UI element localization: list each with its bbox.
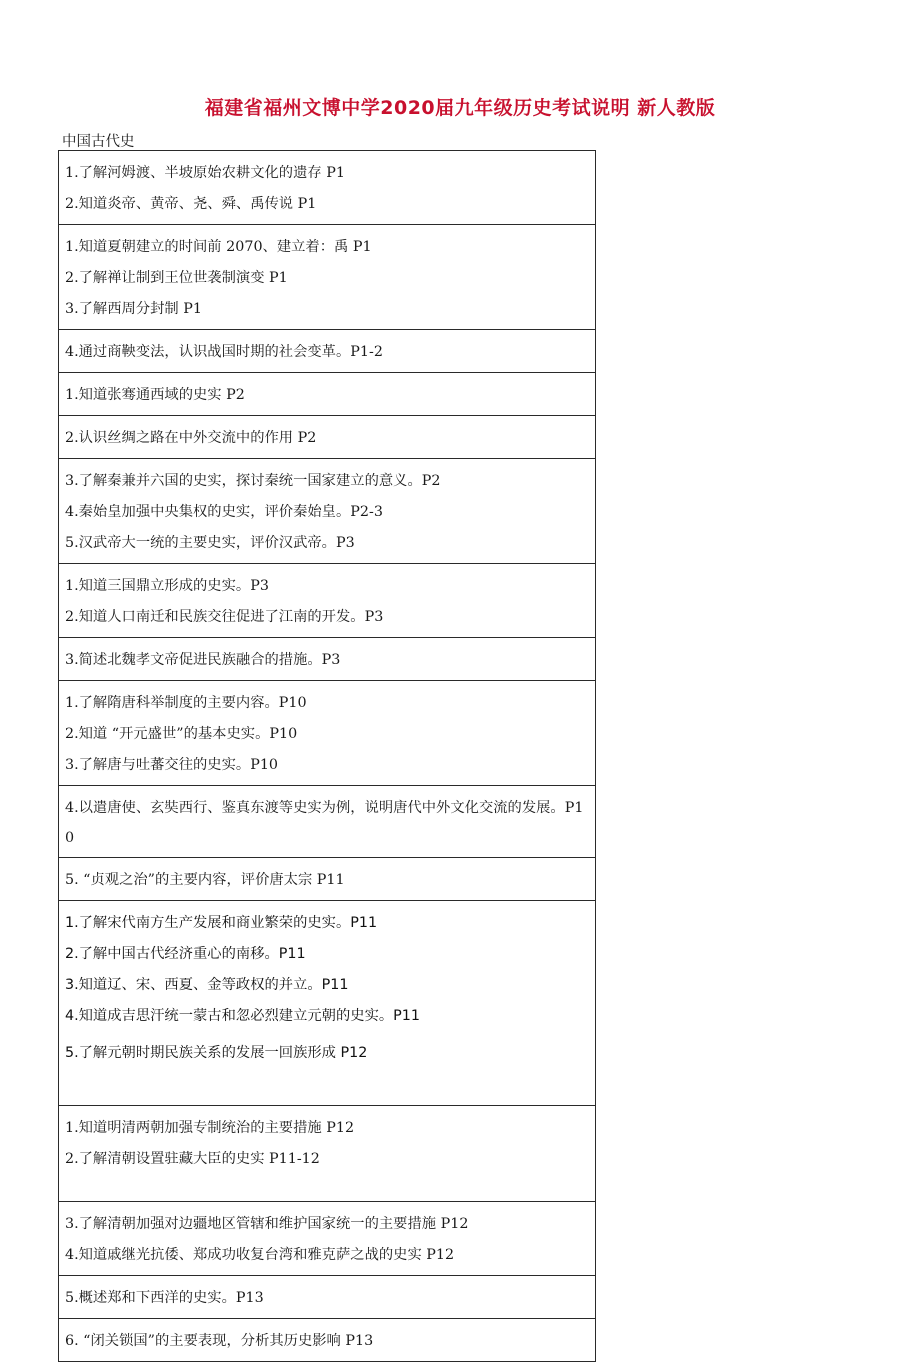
table-row <box>59 681 596 786</box>
table-cell <box>59 330 596 373</box>
outline-item: 2.知道炎帝、黄帝、尧、舜、禹传说 P1 <box>65 196 317 212</box>
table-row <box>59 638 596 681</box>
table-cell <box>59 416 596 459</box>
outline-item: 1.知道张骞通西域的史实 P2 <box>65 387 245 403</box>
table-row <box>59 151 596 225</box>
table-cell <box>59 786 596 858</box>
table-row <box>59 330 596 373</box>
outline-item: 4.知道戚继光抗倭、郑成功收复台湾和雅克萨之战的史实 P12 <box>65 1247 455 1263</box>
outline-item: 2.了解清朝设置驻藏大臣的史实 P11-12 <box>65 1151 320 1167</box>
outline-table-body <box>59 151 596 1362</box>
outline-item: 4.以遣唐使、玄奘西行、鉴真东渡等史实为例，说明唐代中外文化交流的发展。P10 <box>65 800 584 846</box>
table-cell <box>59 1106 596 1202</box>
outline-item: 5.了解元朝时期民族关系的发展一回族形成 P12 <box>65 1045 368 1061</box>
table-row <box>59 901 596 1106</box>
outline-item: 3.了解清朝加强对边疆地区管辖和维护国家统一的主要措施 P12 <box>65 1216 469 1232</box>
outline-item: 1.知道夏朝建立的时间前 2070、建立着：禹 P1 <box>65 239 372 255</box>
table-cell <box>59 1276 596 1319</box>
table-row <box>59 564 596 638</box>
section-label: 中国古代史 <box>62 134 135 150</box>
outline-item: 4.通过商鞅变法，认识战国时期的社会变革。P1-2 <box>65 344 383 360</box>
outline-item: 3.了解西周分封制 P1 <box>65 301 202 317</box>
table-row <box>59 1276 596 1319</box>
outline-item: 2.了解禅让制到王位世袭制演变 P1 <box>65 270 288 286</box>
table-cell <box>59 858 596 901</box>
outline-item: 4.知道成吉思汗统一蒙古和忽必烈建立元朝的史实。P11 <box>65 1008 420 1024</box>
outline-table <box>58 150 596 1362</box>
outline-item: 3.简述北魏孝文帝促进民族融合的措施。P3 <box>65 652 341 668</box>
table-cell <box>59 901 596 1106</box>
outline-item: 1.了解隋唐科举制度的主要内容。P10 <box>65 695 307 711</box>
outline-item: 3.了解秦兼并六国的史实，探讨秦统一国家建立的意义。P2 <box>65 473 441 489</box>
table-row <box>59 858 596 901</box>
outline-item: 2.认识丝绸之路在中外交流中的作用 P2 <box>65 430 317 446</box>
table-cell <box>59 564 596 638</box>
table-row <box>59 416 596 459</box>
table-row <box>59 459 596 564</box>
table-cell <box>59 1319 596 1362</box>
outline-item: 1.知道三国鼎立形成的史实。P3 <box>65 578 269 594</box>
table-cell <box>59 151 596 225</box>
outline-item: 1.知道明清两朝加强专制统治的主要措施 P12 <box>65 1120 355 1136</box>
table-cell <box>59 1202 596 1276</box>
outline-item: 2.知道 “开元盛世”的基本史实。P10 <box>65 726 298 742</box>
outline-item: 5.概述郑和下西洋的史实。P13 <box>65 1290 264 1306</box>
outline-item: 5. “贞观之治”的主要内容，评价唐太宗 P11 <box>65 872 345 888</box>
table-row <box>59 1202 596 1276</box>
outline-item: 3.了解唐与吐蕃交往的史实。P10 <box>65 757 279 773</box>
table-cell <box>59 373 596 416</box>
table-cell <box>59 459 596 564</box>
outline-item: 3.知道辽、宋、西夏、金等政权的并立。P11 <box>65 977 349 993</box>
outline-item: 4.秦始皇加强中央集权的史实，评价秦始皇。P2-3 <box>65 504 383 520</box>
table-row <box>59 225 596 330</box>
outline-item: 1.了解宋代南方生产发展和商业繁荣的史实。P11 <box>65 915 378 931</box>
outline-item: 5.汉武帝大一统的主要史实，评价汉武帝。P3 <box>65 535 355 551</box>
outline-item: 2.知道人口南迁和民族交往促进了江南的开发。P3 <box>65 609 384 625</box>
outline-item: 1.了解河姆渡、半坡原始农耕文化的遗存 P1 <box>65 165 345 181</box>
table-cell <box>59 638 596 681</box>
table-row <box>59 786 596 858</box>
table-row <box>59 373 596 416</box>
table-row <box>59 1106 596 1202</box>
table-cell <box>59 225 596 330</box>
table-cell <box>59 681 596 786</box>
outline-item: 6. “闭关锁国”的主要表现，分析其历史影响 P13 <box>65 1333 374 1349</box>
outline-item: 2.了解中国古代经济重心的南移。P11 <box>65 946 306 962</box>
document-title: 福建省福州文博中学2020届九年级历史考试说明 新人教版 <box>204 97 716 119</box>
table-row <box>59 1319 596 1362</box>
